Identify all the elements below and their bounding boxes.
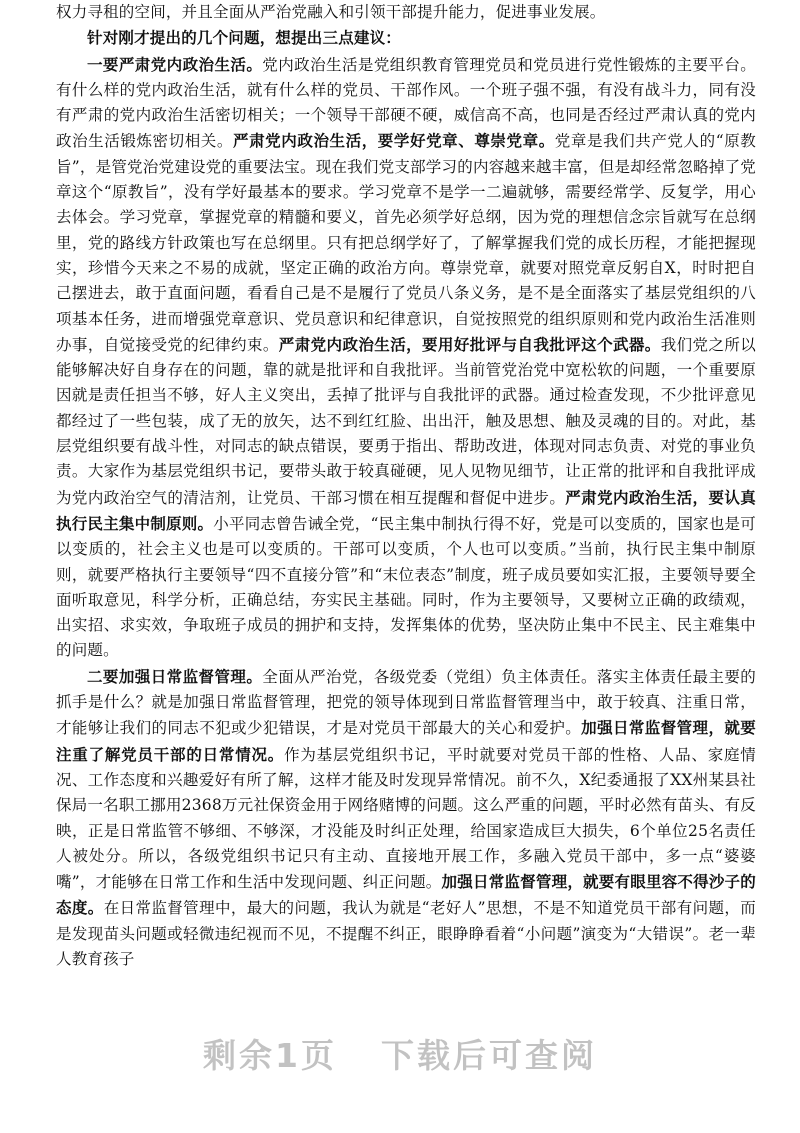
paragraph-text: 全面从严治党，各级党委（党组）负主体责任。落实主体责任最主要的抓手是什么？就是加强日常监督管理，把党的领导体现到日常监督管理当中，敢于较真、注重日常，才能够让我们的同志不犯或少犯错误，才是对党员干部最大的关心和爱护。 (56, 667, 757, 738)
bold-heading-text: 严肃党内政治生活，要认真执行民主集中制原则。 (56, 487, 757, 533)
paragraph-text: 我们党之所以能够解决好自身存在的问题，靠的就是批评和自我批评。当前管党治党中宽松软的问题，一个重要原因就是责任担当不够，好人主义突出，丢掉了批评与自我批评的武器。通过检查发现，不少批评意见都经过了一些包装，成了无的放矢，达不到红红脸、出出汗，触及思想、触及灵魂的目的。对此，基层党组织要有战斗性，对同志的缺点错误，要勇于指出、帮助改进，体现对同志负责、对党的事业负责。大家作为基层党组织书记，要带头敢于较真碰硬，见人见物见细节，让正常的批评和自我批评成为党内政治空气的清洁剂，让党员、干部习惯在相互提醒和督促中进步。 (56, 335, 756, 507)
paragraph-text: 党内政治生活是党组织教育管理党员和党员进行党性锻炼的主要平台。有什么样的党内政治生活，就有什么样的党员、干部作风。一个班子强不强，有没有战斗力，同有没有严肃的党内政治生活密切相关；一个领导干部硬不硬，威信高不高，也同是否经过严肃认真的党内政治生活锻炼密切相关。 (56, 55, 757, 151)
document-body (56, 0, 756, 972)
body-paragraph (56, 25, 756, 51)
bold-heading-text: 严肃党内政治生活，要学好党章、尊崇党章。 (233, 131, 555, 151)
bold-heading-text: 加强日常监督管理，就要有眼里容不得沙子的态度。 (56, 872, 756, 918)
bold-heading-text: 针对刚才提出的几个问题，想提出三点建议： (87, 28, 402, 48)
bold-heading-text: 一要严肃党内政治生活。 (87, 54, 263, 74)
download-banner[interactable] (0, 1030, 800, 1077)
body-paragraph (56, 52, 756, 664)
body-paragraph (56, 0, 756, 25)
body-paragraph (56, 664, 756, 973)
bold-heading-text: 加强日常监督管理，就要注重了解党员干部的日常情况。 (56, 718, 756, 764)
paragraph-text: 党章是我们共产党人的“原教旨”，是管党治党建设党的重要法宝。现在我们党支部学习的内容越来越丰富，但是却经常忽略掉了党章这个“原教旨”，没有学好最基本的要求。学习党章不是学一二遍就够，需要经常学、反复学，用心去体会。学习党章，掌握党章的精髓和要义，首先必须学好总纲，因为党的理想信念宗旨就写在总纲里，党的路线方针政策也写在总纲里。只有把总纲学好了，了解掌握我们党的成长历程，才能把握现实，珍惜今天来之不易的成就，坚定正确的政治方向。尊崇党章，就要对照党章反躬自X，时时把自己摆进去，敢于直面问题，看看自己是不是履行了党员八条义务，是不是全面落实了基层党组织的八项基本任务，进而增强党章意识、党员意识和纪律意识，自觉按照党的组织原则和党内政治生活准则办事，自觉接受党的纪律约束。 (56, 132, 756, 354)
paragraph-text: 作为基层党组织书记，平时就要对党员干部的性格、人品、家庭情况、工作态度和兴趣爱好有所了解，这样才能及时发现异常情况。前不久，X纪委通报了XX州某县社保局一名职工挪用2368万元社保资金用于网络赌博的问题。这么严重的问题，平时必然有苗头、有反映，正是日常监管不够细、不够深，才没能及时纠正处理，给国家造成巨大损失，6个单位25名责任人被处分。所以，各级党组织书记只有主动、直接地开展工作，多融入党员干部中，多一点“婆婆嘴”，才能够在日常工作和生活中发现问题、纠正问题。 (56, 745, 756, 892)
remaining-pages-label: 剩余1页 (203, 1036, 337, 1075)
bold-heading-text: 二要加强日常监督管理。 (87, 666, 263, 686)
paragraph-text: 小平同志曾告诫全党，“民主集中制执行得不好，党是可以变质的，国家也是可以变质的，社会主义也是可以变质的。干部可以变质，个人也可以变质。”当前，执行民主集中制原则，就要严格执行主要领导“四不直接分管”和“末位表态”制度，班子成员要如实汇报，主要领导要全面听取意见，科学分析，正确总结，夯实民主基础。同时，作为主要领导，又要树立正确的政绩观，出实招、求实效，争取班子成员的拥护和支持，发挥集体的优势，坚决防止集中不民主、民主难集中的问题。 (56, 514, 756, 660)
paragraph-text: 权力寻租的空间，并且全面从严治党融入和引领干部提升能力，促进事业发展。 (56, 3, 606, 21)
paragraph-text: 在日常监督管理中，最大的问题，我认为就是“老好人”思想，不是不知道党员干部有问题，而是发现苗头问题或轻微违纪视而不见，不提醒不纠正，眼睁睁看着“小问题”演变为“大错误”。老一辈人教育孩子 (56, 899, 756, 968)
bold-heading-text: 严肃党内政治生活，要用好批评与自我批评这个武器。 (278, 334, 661, 354)
download-prompt-label: 下载后可查阅 (380, 1036, 597, 1075)
